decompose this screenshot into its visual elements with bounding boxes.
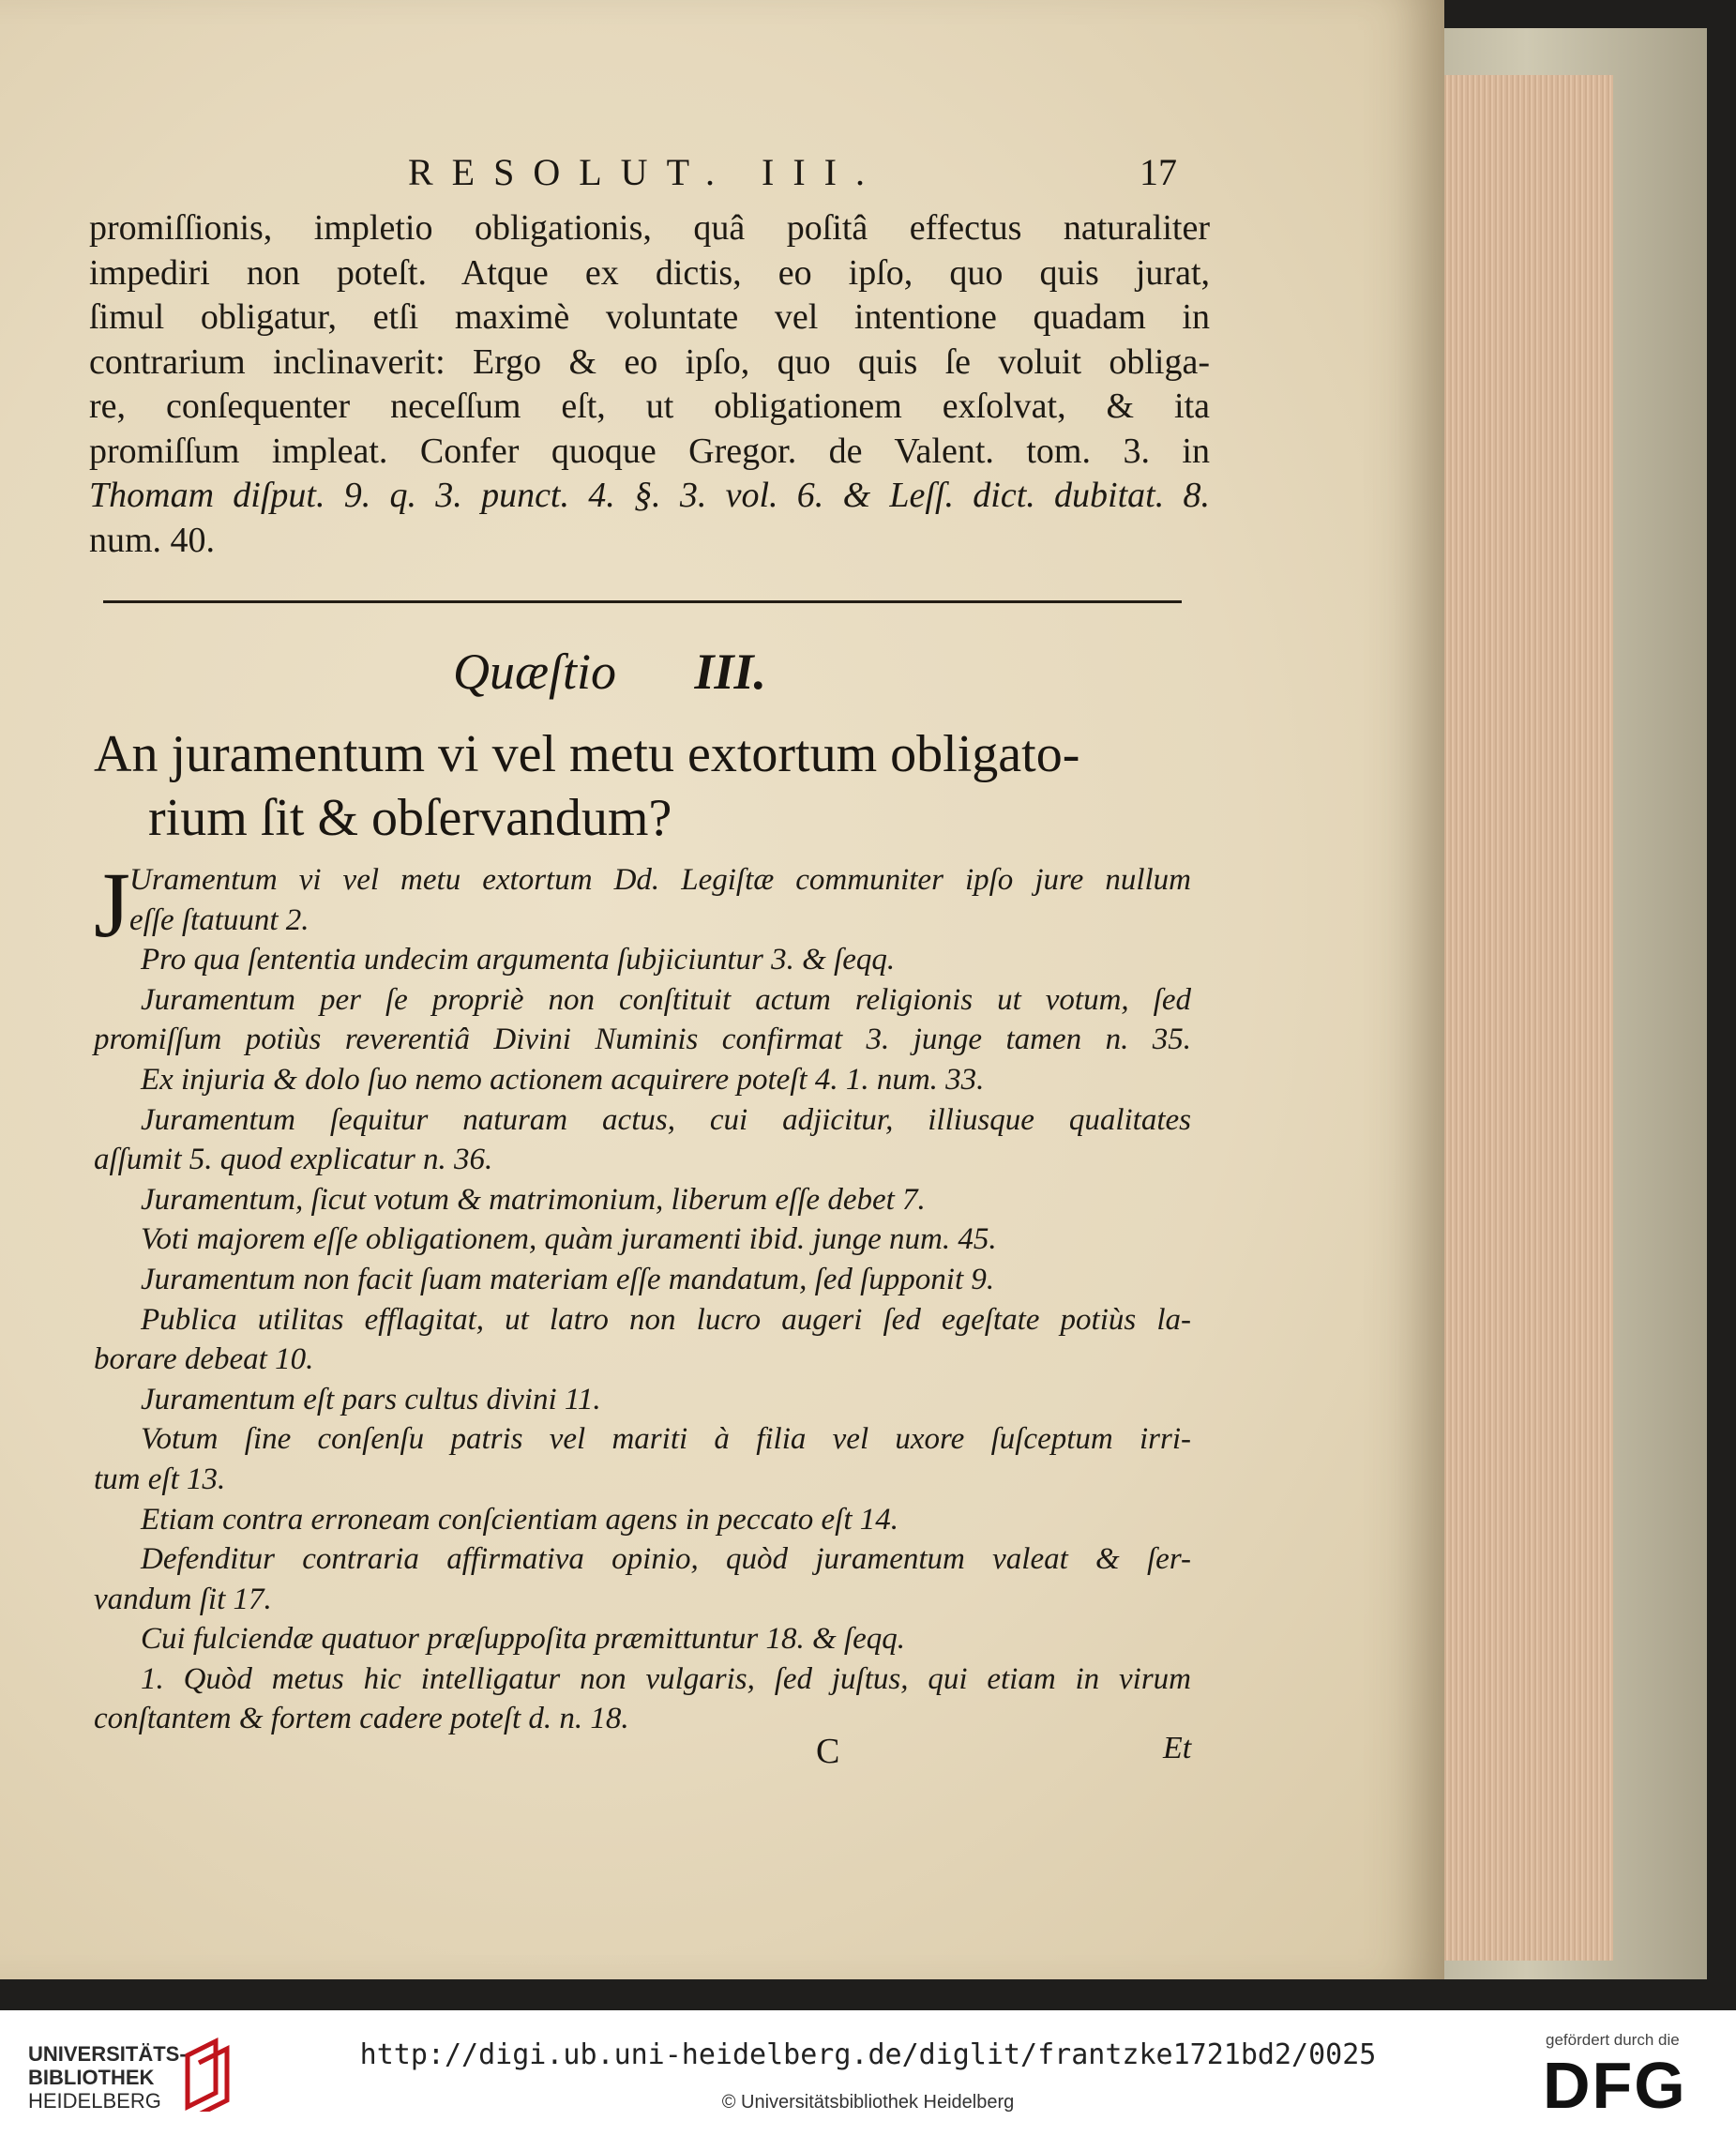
drop-cap: J: [94, 853, 130, 957]
summary-line: Voti majorem eſſe obligationem, quàm juramenti ibid. junge num. 45.: [141, 1222, 997, 1257]
summary-line: Pro qua ſententia undecim argumenta ſubjiciuntur 3. & ſeqq.: [141, 943, 896, 977]
summary-line: Etiam contra erroneam conſcientiam agens in peccato eſt 14.: [141, 1502, 899, 1537]
body-line: num. 40.: [89, 520, 216, 560]
summary-line: Cui fulciendæ quatuor præſuppoſita præmittuntur 18. & ſeqq.: [141, 1622, 905, 1657]
running-head-title: RESOLUT. III.: [408, 151, 883, 193]
body-line: impediri non poteſt. Atque ex dictis, eo ipſo, quo quis jurat,: [89, 252, 1210, 293]
summary-line: aſſumit 5. quod explicatur n. 36.: [94, 1143, 493, 1177]
summary-line: 1. Quòd metus hic intelligatur non vulgaris, ſed juſtus, qui etiam in virum: [141, 1661, 1191, 1696]
question-label: Quæſtio: [452, 644, 616, 700]
summary-line: Juramentum non facit ſuam materiam eſſe mandatum, ſed ſupponit 9.: [141, 1262, 995, 1296]
signature-mark: C: [816, 1732, 840, 1771]
summary-line: tum eſt 13.: [94, 1462, 226, 1496]
copyright-notice: © Universitätsbibliothek Heidelberg: [721, 2092, 1015, 2113]
summary-line: Juramentum per ſe propriè non conſtituit actum religionis ut votum, ſed: [141, 982, 1191, 1017]
question-heading: [0, 643, 1219, 701]
summary-line: Juramentum, ſicut votum & matrimonium, liberum eſſe debet 7.: [141, 1182, 926, 1217]
summary-line: borare debeat 10.: [94, 1342, 314, 1377]
summary-line: Juramentum ſequitur naturam actus, cui adjicitur, illiusque qualitates: [141, 1102, 1191, 1137]
summary-line: eſſe ſtatuunt 2.: [129, 902, 309, 937]
page-number: 17: [1140, 151, 1177, 193]
summary-line: Publica utilitas efflagitat, ut latro non lucro augeri ſed egeſtate potiùs la-: [141, 1302, 1191, 1337]
library-name-line: HEIDELBERG: [28, 2089, 161, 2113]
page-edges: [1426, 75, 1613, 1961]
summary-line: Ex injuria & dolo ſuo nemo actionem acquirere poteſt 4. 1. num. 33.: [141, 1062, 985, 1097]
summary-line: promiſſum potiùs reverentiâ Divini Numinis confirmat 3. junge tamen n. 35.: [94, 1023, 1191, 1057]
summary-list: [94, 853, 1191, 1739]
library-name-line: UNIVERSITÄTS-: [28, 2042, 187, 2066]
question-number: III.: [694, 644, 767, 700]
body-line: promiſſum impleat. Confer quoque Gregor. de Valent. tom. 3. in: [89, 431, 1210, 471]
summary-line: Uramentum vi vel metu extortum Dd. Legiſtæ communiter ipſo jure nullum: [129, 863, 1191, 897]
body-paragraph: [89, 206, 1210, 563]
catchword: Et: [1163, 1731, 1192, 1765]
summary-line: conſtantem & fortem cadere poteſt d. n. 18.: [94, 1702, 629, 1736]
funder-note: gefördert durch die: [1546, 2031, 1680, 2049]
question-title-line: An juramentum vi vel metu extortum obligato-: [94, 725, 1080, 783]
viewer-footer: [0, 2010, 1736, 2136]
running-head: [0, 150, 1219, 197]
summary-line: Votum ſine conſenſu patris vel mariti à filia vel uxore ſuſceptum irri-: [141, 1422, 1191, 1457]
dfg-logo[interactable]: DFG: [1543, 2049, 1687, 2122]
summary-line: Defenditur contraria affirmativa opinio, quòd juramentum valeat & ſer-: [141, 1542, 1191, 1577]
library-name-line: BIBLIOTHEK: [28, 2066, 155, 2089]
permalink-url[interactable]: http://digi.ub.uni-heidelberg.de/diglit/frantzke1721bd2/0025: [359, 2038, 1377, 2071]
body-line: promiſſionis, impletio obligationis, quâ poſitâ effectus naturaliter: [89, 208, 1210, 248]
question-title: [94, 722, 1219, 850]
body-line: re, conſequenter neceſſum eſt, ut obligationem exſolvat, & ita: [89, 386, 1210, 426]
section-divider: [103, 600, 1182, 603]
body-line: Thomam diſput. 9. q. 3. punct. 4. §. 3. vol. 6. & Leſſ. dict. dubitat. 8.: [89, 476, 1210, 515]
summary-line: vandum ſit 17.: [94, 1582, 272, 1616]
summary-line: Juramentum eſt pars cultus divini 11.: [141, 1382, 601, 1416]
body-line: ſimul obligatur, etſi maximè voluntate vel intentione quadam in: [89, 297, 1210, 337]
body-line: contrarium inclinaverit: Ergo & eo ipſo, quo quis ſe voluit obliga-: [89, 341, 1210, 382]
question-title-line: rium ſit & obſervandum?: [148, 789, 672, 847]
